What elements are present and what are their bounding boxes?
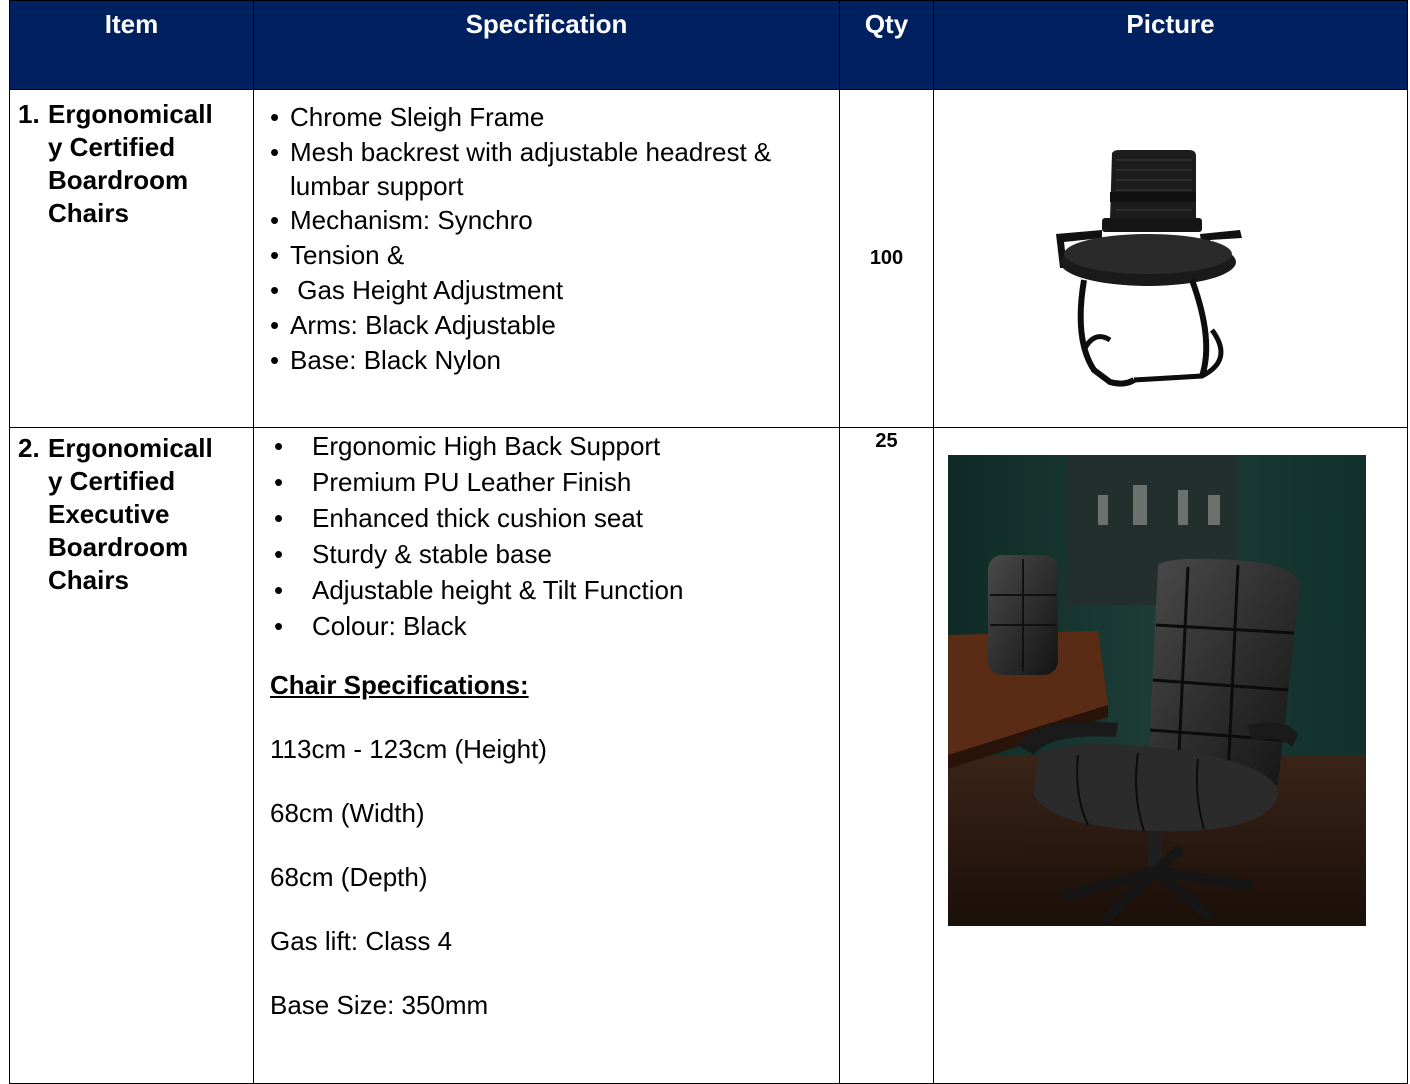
spec-item: • Enhanced thick cushion seat [270, 500, 829, 536]
dimension-line: 68cm (Width) [270, 798, 425, 828]
spec-item: • Arms: Black Adjustable [270, 308, 829, 343]
picture-cell [934, 428, 1408, 1084]
table-row [10, 90, 1408, 428]
header-qty: Qty [840, 1, 934, 90]
spec-item: • Base: Black Nylon [270, 343, 829, 378]
spec-item: • Chrome Sleigh Frame [270, 100, 829, 135]
spec-item: • Adjustable height & Tilt Function [270, 572, 829, 608]
spec-item: • Colour: Black [270, 608, 829, 644]
qty-value: 25 [875, 430, 898, 452]
chair-specifications-heading: Chair Specifications: [270, 670, 529, 700]
qty-value: 100 [869, 247, 904, 269]
item-number: 2. [18, 433, 40, 463]
leather-executive-chair-image [948, 455, 1366, 926]
item-number: 1. [18, 99, 40, 129]
table-row [10, 428, 1408, 1084]
qty-cell [840, 428, 934, 1084]
header-row [10, 1, 1408, 90]
dimension-line: Base Size: 350mm [270, 990, 489, 1020]
mesh-office-chair-image [934, 90, 1404, 430]
dimension-line: 113cm - 123cm (Height) [270, 734, 547, 764]
spec-item: • Ergonomic High Back Support [270, 428, 829, 464]
qty-cell [840, 90, 934, 428]
spec-item: • Sturdy & stable base [270, 536, 829, 572]
item-name: Ergonomicall y Certified Boardroom Chairs [48, 99, 213, 228]
item-cell [10, 90, 254, 428]
item-cell [10, 428, 254, 1084]
item-name: Ergonomicall y Certified Executive Boardroom Chairs [48, 433, 213, 595]
spec-table [9, 0, 1408, 1084]
spec-list [270, 428, 829, 644]
spec-item: • Gas Height Adjustment [270, 273, 829, 308]
spec-cell [254, 90, 840, 428]
header-item: Item [10, 1, 254, 90]
header-picture: Picture [934, 1, 1408, 90]
spec-list [270, 100, 829, 378]
spec-item: • Mesh backrest with adjustable headrest & lumbar support [270, 135, 829, 203]
spec-item: • Tension & [270, 238, 829, 273]
spec-cell [254, 428, 840, 1084]
spec-item: • Premium PU Leather Finish [270, 464, 829, 500]
picture-cell [934, 90, 1408, 428]
spec-item: • Mechanism: Synchro [270, 203, 829, 238]
dimension-line: Gas lift: Class 4 [270, 926, 453, 956]
dimension-line: 68cm (Depth) [270, 862, 428, 892]
header-specification: Specification [254, 1, 840, 90]
